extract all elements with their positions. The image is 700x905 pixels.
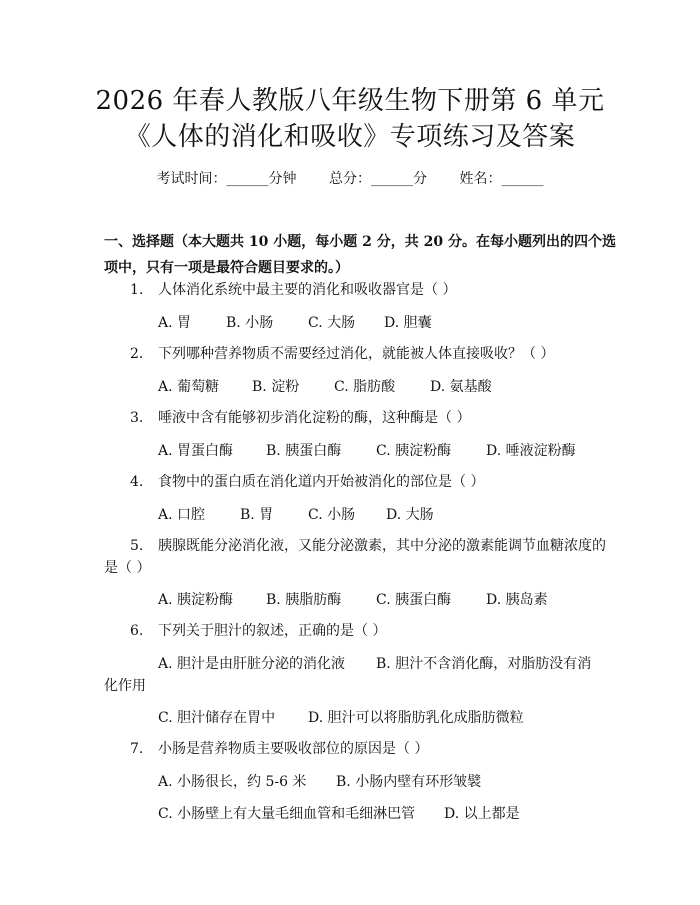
- option-c: C. 小肠壁上有大量毛细血管和毛细淋巴管: [158, 806, 416, 822]
- question-stem: 唾液中含有能够初步消化淀粉的酶，这种酶是（ ）: [158, 410, 471, 426]
- question-number: 4.: [130, 474, 144, 490]
- option-c: C. 胰淀粉酶: [376, 443, 452, 459]
- option-b: B. 淀粉: [252, 379, 300, 395]
- total-score: 总分：______分: [329, 171, 427, 187]
- option-b: B. 胃: [240, 507, 274, 523]
- question-4: [130, 471, 610, 493]
- student-name: 姓名：______: [459, 171, 544, 187]
- question-stem: 人体消化系统中最主要的消化和吸收器官是（ ）: [158, 282, 457, 298]
- option-d: D. 胰岛素: [486, 592, 548, 608]
- option-d: D. 以上都是: [444, 806, 520, 822]
- question-1: [130, 279, 610, 301]
- question-stem: 胰腺既能分泌消化液，又能分泌激素，其中分泌的激素能调节血糖浓度的: [158, 538, 606, 554]
- option-a: A. 胃蛋白酶: [158, 443, 234, 459]
- option-a: A. 口腔: [158, 507, 206, 523]
- option-b: B. 胰脂肪酶: [266, 592, 342, 608]
- option-b: B. 胰蛋白酶: [266, 443, 342, 459]
- option-d: D. 胆囊: [384, 315, 432, 331]
- title-line-2: 《人体的消化和吸收》专项练习及答案: [124, 122, 576, 152]
- option-c: C. 脂肪酸: [334, 379, 396, 395]
- question-stem: 下列关于胆汁的叙述，正确的是（ ）: [158, 623, 387, 639]
- option-c: C. 大肠: [308, 315, 356, 331]
- question-stem: 下列哪种营养物质不需要经过消化，就能被人体直接吸收？（ ）: [158, 346, 555, 362]
- option-a: A. 小肠很长，约 5-6 米: [158, 774, 307, 790]
- option-c: C. 胆汁储存在胃中: [158, 710, 276, 726]
- option-d: D. 氨基酸: [430, 379, 492, 395]
- option-c: C. 小肠: [308, 507, 356, 523]
- option-b: B. 胆汁不含消化酶，对脂肪没有消: [376, 656, 592, 672]
- option-a: A. 胃: [158, 315, 192, 331]
- question-stem: 食物中的蛋白质在消化道内开始被消化的部位是（ ）: [158, 474, 485, 490]
- question-number: 3.: [130, 410, 144, 426]
- option-a: A. 胰淀粉酶: [158, 592, 234, 608]
- option-c: C. 胰蛋白酶: [376, 592, 452, 608]
- option-b: B. 小肠内壁有环形皱襞: [336, 774, 482, 790]
- question-number: 2.: [130, 346, 144, 362]
- question-stem: 小肠是营养物质主要吸收部位的原因是（ ）: [158, 741, 429, 757]
- question-number: 7.: [130, 741, 144, 757]
- question-6: [130, 620, 610, 642]
- question-stem-continued: 是（ ）: [104, 560, 151, 576]
- option-d: D. 大肠: [386, 507, 434, 523]
- exam-time: 考试时间：______分钟: [156, 171, 297, 187]
- question-7: [130, 738, 610, 760]
- option-a: A. 胆汁是由肝脏分泌的消化液: [158, 656, 346, 672]
- option-a: A. 葡萄糖: [158, 379, 220, 395]
- question-number: 5.: [130, 538, 144, 554]
- question-5: [130, 535, 610, 557]
- option-d: D. 胆汁可以将脂肪乳化成脂肪微粒: [308, 710, 524, 726]
- question-number: 1.: [130, 282, 144, 298]
- question-3: [130, 407, 610, 429]
- exam-meta: [0, 169, 700, 189]
- option-b: B. 小肠: [226, 315, 274, 331]
- question-number: 6.: [130, 623, 144, 639]
- title-line-1: 2026 年春人教版八年级生物下册第 6 单元: [95, 86, 605, 116]
- option-d: D. 唾液淀粉酶: [486, 443, 576, 459]
- question-2: [130, 343, 610, 365]
- section-heading: 一、选择题（本大题共 10 小题，每小题 2 分，共 20 分。在每小题列出的四个选项中，只有一项是最符合题目要求的。）: [104, 234, 616, 276]
- option-b-continued: 化作用: [104, 678, 146, 694]
